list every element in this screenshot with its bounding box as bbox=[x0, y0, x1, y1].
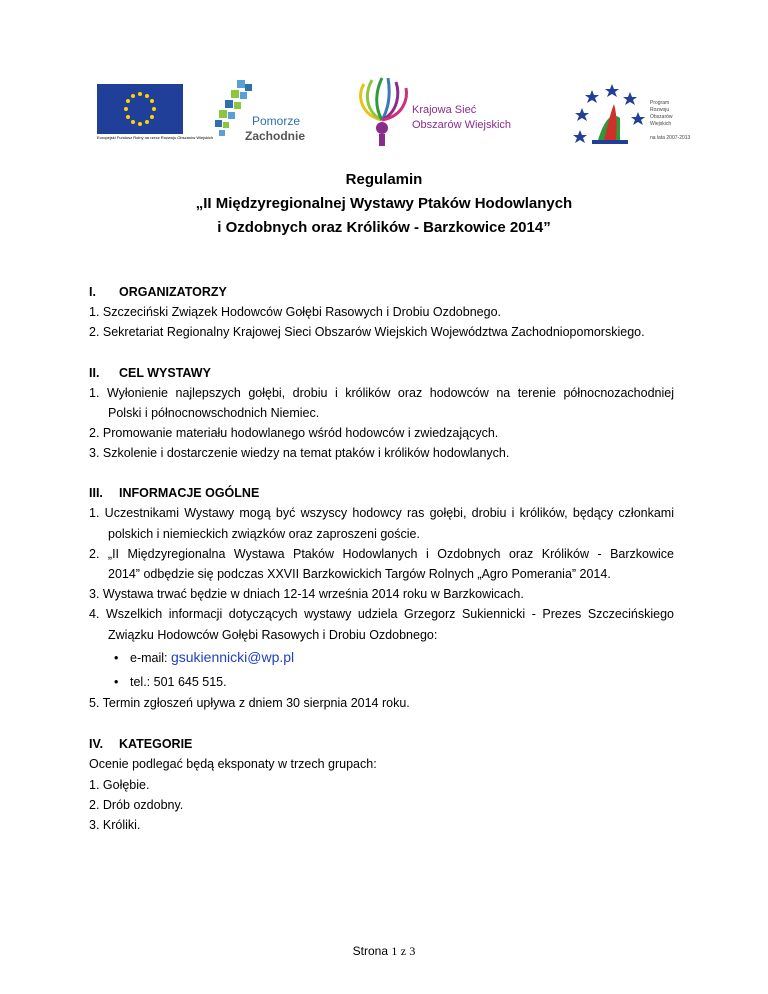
section-number: I. bbox=[89, 285, 96, 299]
document-subtitle-line2: i Ozdobnych oraz Królików - Barzkowice 2014” bbox=[217, 219, 551, 236]
eu-caption: Europejski Fundusz Rolny na rzecz Rozwoju Obszarów Wiejskich bbox=[97, 135, 214, 140]
email-link[interactable]: gsukiennicki@wp.pl bbox=[170, 649, 295, 665]
list-item: 1. Uczestnikami Wystawy mogą być wszyscy hodowcy ras gołębi, drobiu i królików, będący członkami bbox=[89, 506, 674, 520]
section-number: III. bbox=[89, 486, 103, 500]
email-label: e-mail: bbox=[130, 651, 171, 665]
list-item: 2. „II Międzyregionalna Wystawa Ptaków Hodowlanych i Ozdobnych oraz Królików - Barzkowice bbox=[89, 547, 674, 561]
section-title: KATEGORIE bbox=[119, 737, 193, 751]
prow-emblem-icon bbox=[568, 78, 648, 150]
page-footer bbox=[0, 944, 768, 959]
prow-line: Rozwoju bbox=[650, 107, 670, 113]
phone-text: tel.: 501 645 515. bbox=[130, 675, 227, 689]
prow-line: Wiejskich bbox=[650, 121, 672, 127]
list-item: 2. Promowanie materiału hodowlanego wśród hodowców i zwiedzających. bbox=[89, 426, 499, 440]
prow-text bbox=[650, 100, 673, 128]
prow-logo bbox=[568, 78, 693, 150]
section-title: CEL WYSTAWY bbox=[119, 366, 211, 380]
list-item-continuation: Polski i północnowschodnich Niemiec. bbox=[108, 406, 320, 420]
document-subtitle-line1: „II Międzyregionalnej Wystawy Ptaków Hodowlanych bbox=[195, 195, 573, 212]
prow-line: Program bbox=[650, 100, 670, 106]
section-number: II. bbox=[89, 366, 100, 380]
pomorze-zachodnie-logo bbox=[215, 80, 315, 146]
bullet-tel bbox=[114, 675, 227, 689]
list-item: 4. Wszelkich informacji dotyczących wystawy udziela Grzegorz Sukiennicki - Prezes Szczecińskiego bbox=[89, 607, 674, 621]
zachodnie-text: Zachodnie bbox=[245, 129, 306, 143]
section-number: IV. bbox=[89, 737, 104, 751]
list-item: 2. Sekretariat Regionalny Krajowej Sieci Obszarów Wiejskich Województwa Zachodniopomorskiego. bbox=[89, 325, 645, 339]
prow-years: na lata 2007-2013 bbox=[650, 135, 691, 141]
list-item: 3. Króliki. bbox=[89, 818, 141, 832]
ksow-line1: Krajowa Sieć bbox=[412, 104, 477, 116]
page-of: z bbox=[400, 944, 407, 958]
list-item: 2. Drób ozdobny. bbox=[89, 798, 184, 812]
footer-label: Strona bbox=[352, 944, 388, 958]
section-heading-informacje-ogolne bbox=[89, 486, 259, 500]
list-item-continuation: Związku Hodowców Gołębi Rasowych i Drobiu Ozdobnego: bbox=[108, 628, 438, 642]
section-title: ORGANIZATORZY bbox=[119, 285, 227, 299]
section-heading-cel-wystawy bbox=[89, 366, 211, 380]
section-title: INFORMACJE OGÓLNE bbox=[119, 486, 260, 500]
pomorze-text: Pomorze bbox=[252, 114, 301, 128]
ksow-flower-icon bbox=[352, 76, 412, 148]
bullet-email bbox=[114, 649, 294, 665]
page-number: 1 bbox=[391, 944, 398, 958]
ksow-logo bbox=[352, 76, 542, 148]
page-total: 3 bbox=[409, 944, 416, 958]
paragraph: Ocenie podlegać będą eksponaty w trzech grupach: bbox=[89, 757, 377, 771]
document-title: Regulamin bbox=[345, 171, 423, 188]
list-item: 5. Termin zgłoszeń upływa z dniem 30 sierpnia 2014 roku. bbox=[89, 696, 410, 710]
list-item-continuation: 2014” odbędzie się podczas XXVII Barzkowickich Targów Rolnych „Agro Pomerania” 2014. bbox=[108, 567, 611, 581]
bullet-icon: • bbox=[114, 675, 119, 689]
prow-line: Obszarów bbox=[650, 114, 673, 120]
eu-logo bbox=[97, 84, 214, 142]
list-item: 3. Wystawa trwać będzie w dniach 12-14 września 2014 roku w Barzkowicach. bbox=[89, 587, 524, 601]
list-item: 1. Szczeciński Związek Hodowców Gołębi Rasowych i Drobiu Ozdobnego. bbox=[89, 305, 501, 319]
logo-bar bbox=[0, 76, 768, 156]
list-item: 1. Gołębie. bbox=[89, 778, 150, 792]
bullet-icon: • bbox=[114, 651, 119, 665]
ksow-line2: Obszarów Wiejskich bbox=[412, 119, 512, 131]
eu-flag-icon bbox=[97, 84, 183, 134]
section-heading-organizatorzy bbox=[89, 285, 227, 299]
section-heading-kategorie bbox=[89, 737, 192, 751]
list-item: 3. Szkolenie i dostarczenie wiedzy na temat ptaków i królików hodowlanych. bbox=[89, 446, 510, 460]
list-item: 1. Wyłonienie najlepszych gołębi, drobiu i królików oraz hodowców na terenie północnozachodniej bbox=[89, 386, 674, 400]
list-item-continuation: polskich i niemieckich związków oraz zaproszeni goście. bbox=[108, 527, 420, 541]
